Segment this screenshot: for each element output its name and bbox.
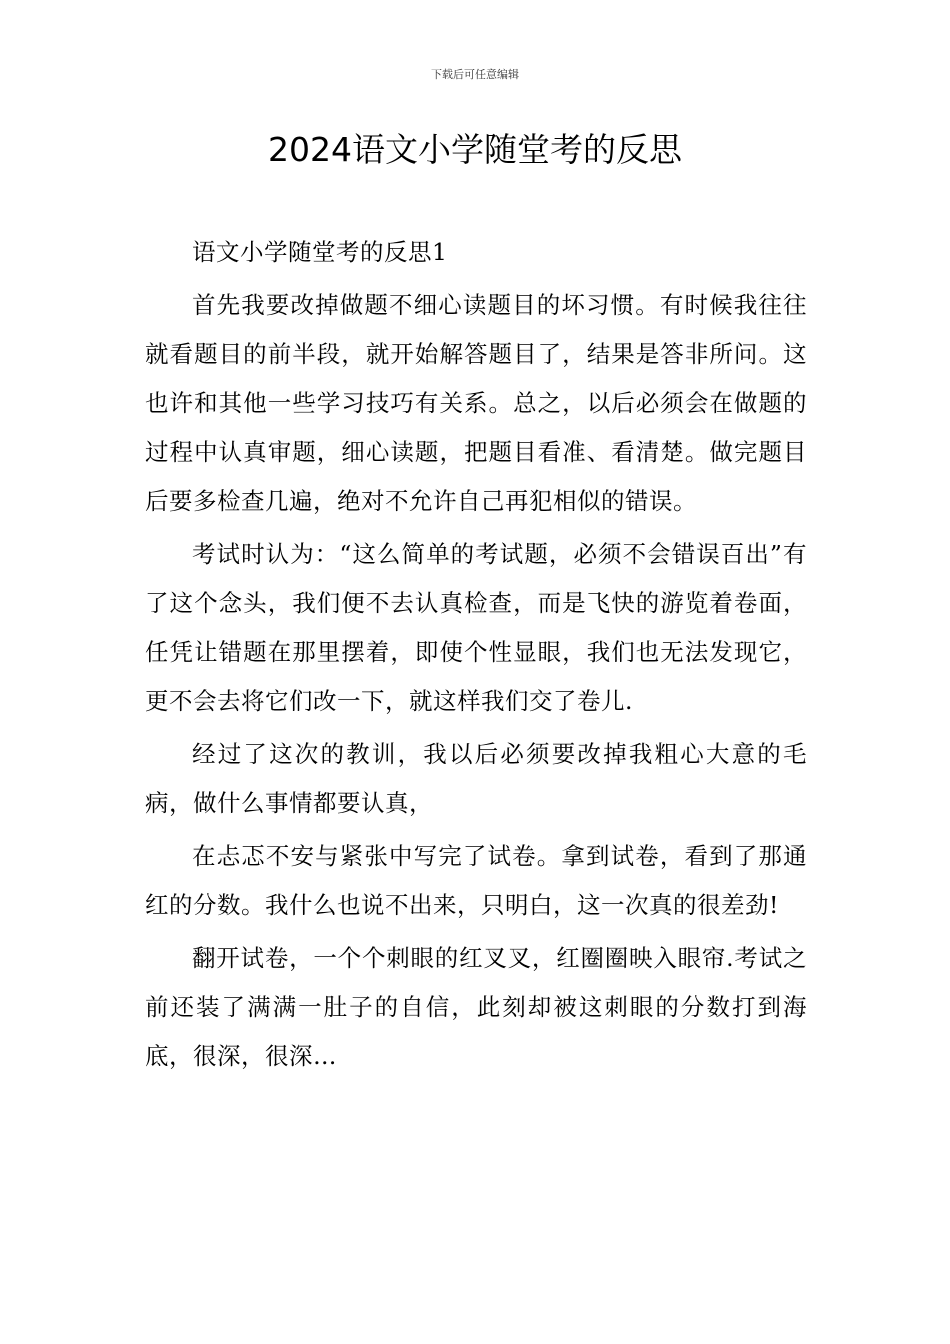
document-title: 2024语文小学随堂考的反思 bbox=[268, 130, 682, 169]
paragraph: 经过了这次的教训，我以后必须要改掉我粗心大意的毛病，做什么事情都要认真， bbox=[145, 740, 807, 817]
section-heading: 语文小学随堂考的反思1 bbox=[192, 238, 448, 266]
paragraph: 首先我要改掉做题不细心读题目的坏习惯。有时候我往往就看题目的前半段，就开始解答题目了，结果是答非所问。这也许和其他一些学习技巧有关系。总之，以后必须会在做题的过程中认真审题，细心读题，把题目看准、看清楚。做完题目后要多检查几遍，绝对不允许自己再犯相似的错误。 bbox=[145, 291, 807, 515]
document-body bbox=[145, 228, 807, 1085]
paragraph: 翻开试卷，一个个刺眼的红叉叉，红圈圈映入眼帘.考试之前还装了满满一肚子的自信，此刻却被这刺眼的分数打到海底，很深，很深… bbox=[145, 944, 807, 1070]
header-note: 下载后可任意编辑 bbox=[431, 68, 519, 81]
paragraph: 在忐忑不安与紧张中写完了试卷。拿到试卷，看到了那通红的分数。我什么也说不出来，只明白，这一次真的很差劲! bbox=[145, 842, 807, 919]
paragraph: 考试时认为：“这么简单的考试题，必须不会错误百出”有了这个念头，我们便不去认真检查，而是飞快的游览着卷面，任凭让错题在那里摆着，即使个性显眼，我们也无法发现它，更不会去将它们改一下，就这样我们交了卷儿. bbox=[145, 540, 807, 715]
